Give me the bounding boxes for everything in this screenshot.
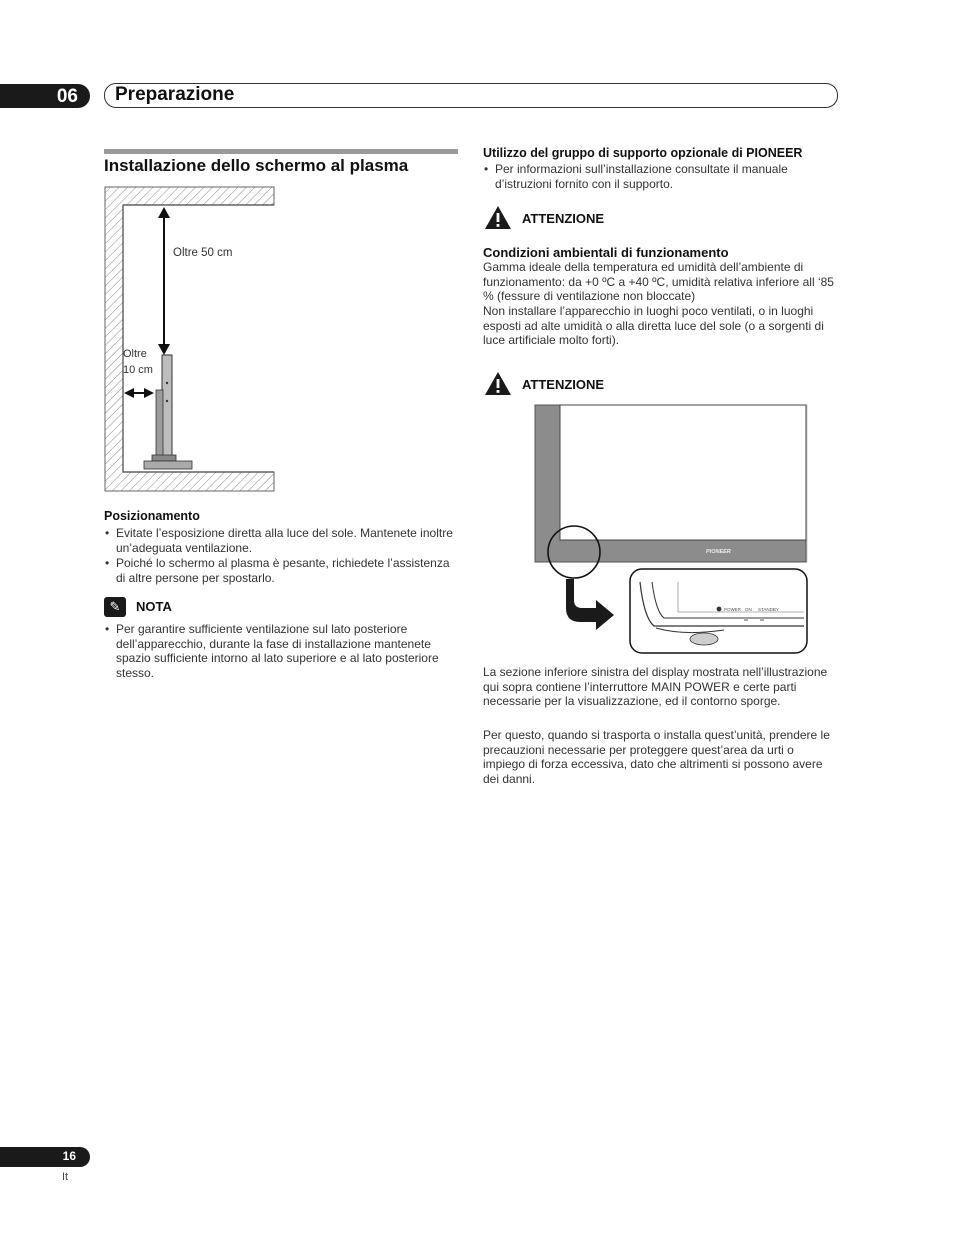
caution-paragraph-2: Per questo, quando si trasporta o installa quest’unità, prendere le precauzioni necessarie per proteggere quest’area da urti o impiego di forza eccessiva, dato che altrimenti si possono avere dei danni. bbox=[483, 728, 830, 786]
conditions-title: Condizioni ambientali di funzionamento bbox=[483, 245, 729, 260]
chapter-title: Preparazione bbox=[115, 84, 235, 105]
list-item: • Per garantire sufficiente ventilazione sul lato posteriore dell’apparecchio, durante la fase di installazione mantenete spazio sufficiente intorno al lato superiore e al lato posteriore stesso. bbox=[104, 622, 458, 680]
language-code: It bbox=[62, 1171, 69, 1183]
warning-triangle-icon bbox=[484, 371, 512, 396]
conditions-advice: Non installare l’apparecchio in luoghi poco ventilati, o in luoghi esposti ad alte umidità o alla diretta luce del sole (o a sorgenti di luce artificiale molto forti). bbox=[483, 304, 824, 347]
note-label: NOTA bbox=[136, 599, 172, 614]
display-corner-illustration bbox=[534, 404, 810, 656]
on-label: ON bbox=[745, 607, 752, 612]
positioning-list bbox=[104, 526, 454, 586]
rear-clearance-label-line2: 10 cm bbox=[123, 364, 153, 376]
power-label: POWER bbox=[724, 607, 742, 612]
top-clearance-label: Oltre 50 cm bbox=[173, 247, 233, 259]
warning-triangle-icon bbox=[484, 205, 512, 230]
wall-hatching bbox=[105, 187, 274, 491]
chapter-number-badge bbox=[0, 84, 90, 108]
support-list bbox=[483, 162, 833, 192]
positioning-title: Posizionamento bbox=[104, 509, 200, 523]
list-item: • Poiché lo schermo al plasma è pesante, richiedete l’assistenza di altre persone per spostarlo. bbox=[104, 556, 454, 585]
standby-label: STANDBY bbox=[758, 607, 779, 612]
page-number: 16 bbox=[62, 1149, 76, 1163]
conditions-text: Gamma ideale della temperatura ed umidità dell’ambiente di funzionamento: da +0 ºC a +40 ºC, umidità relativa inferiore all ‘85 % (fessure di ventilazione non bloccate) bbox=[483, 260, 834, 303]
brand-logo: PIONEER bbox=[706, 549, 731, 555]
zoomed-corner-detail bbox=[630, 569, 807, 653]
chapter-number: 06 bbox=[56, 86, 78, 107]
page-number-badge bbox=[0, 1147, 90, 1167]
support-title: Utilizzo del gruppo di supporto opzionale di PIONEER bbox=[483, 146, 803, 160]
top-clearance-arrow bbox=[158, 207, 170, 355]
bent-arrow-icon bbox=[566, 579, 614, 630]
warning-label: ATTENZIONE bbox=[522, 377, 605, 392]
section-title: Installazione dello schermo al plasma bbox=[104, 156, 409, 175]
list-item: • Per informazioni sull’installazione consultate il manuale d’istruzioni fornito con il supporto. bbox=[483, 162, 833, 191]
clearance-diagram bbox=[104, 185, 276, 493]
plasma-display-front bbox=[535, 405, 807, 562]
power-icon bbox=[717, 607, 722, 612]
chapter-title-box bbox=[104, 83, 838, 108]
note-list bbox=[104, 622, 458, 681]
list-item: • Evitate l’esposizione diretta alla luce del sole. Mantenete inoltre un’adeguata ventilazione. bbox=[104, 526, 454, 555]
rear-clearance-arrow bbox=[124, 388, 154, 398]
caution-paragraph: La sezione inferiore sinistra del display mostrata nell’illustrazione qui sopra contiene l’interruttore MAIN POWER e certe parti necessarie per la visualizzazione, ed il contorno sporge. bbox=[483, 665, 828, 708]
note-pencil-icon: ✎ bbox=[104, 597, 126, 617]
section-divider bbox=[104, 149, 458, 154]
rear-clearance-label-line1: Oltre bbox=[123, 348, 147, 360]
warning-label: ATTENZIONE bbox=[522, 211, 605, 226]
